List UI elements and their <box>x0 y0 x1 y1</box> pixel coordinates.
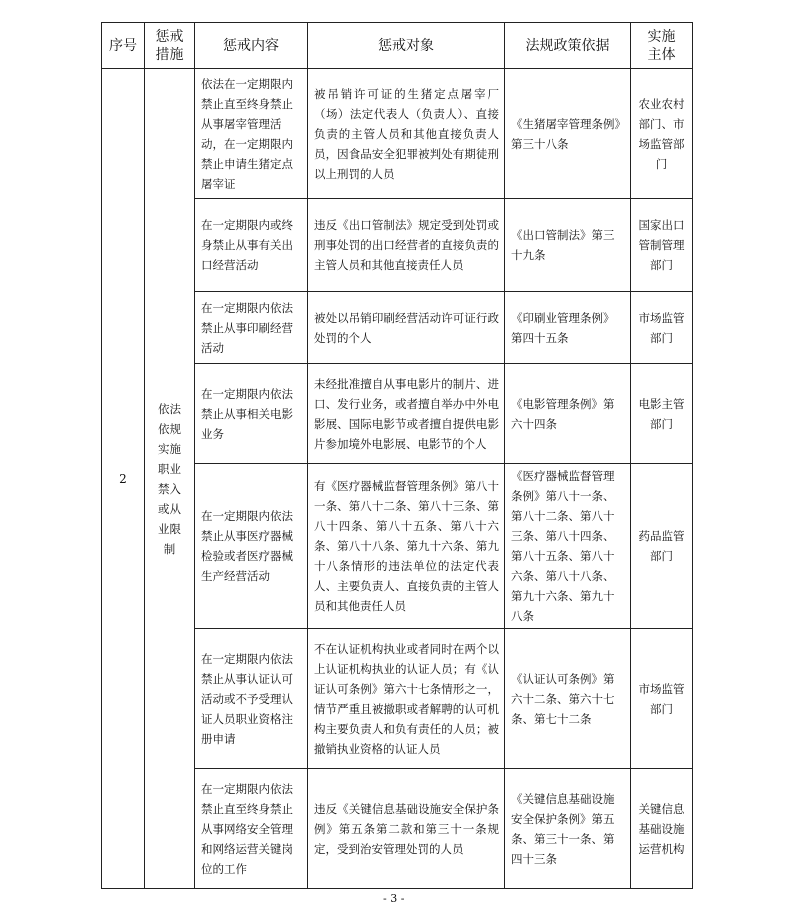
page-number: - 3 - <box>383 892 405 905</box>
row-body: 国家出口管制管理部门 <box>631 199 693 292</box>
group-number: 2 <box>102 69 145 889</box>
header-row <box>102 23 693 69</box>
row-target: 违反《关键信息基础设施安全保护条例》第五条第二款和第三十一条规定，受到治安管理处罚的人员 <box>308 769 505 889</box>
row-target: 被处以吊销印刷经营活动许可证行政处罚的个人 <box>308 292 505 364</box>
header-basis: 法规政策依据 <box>505 23 631 69</box>
row-basis: 《生猪屠宰管理条例》第三十八条 <box>505 69 631 199</box>
row-target: 被吊销许可证的生猪定点屠宰厂（场）法定代表人（负责人）、直接负责的主管人员和其他直接负责人员，因食品安全犯罪被判处有期徒刑以上刑罚的人员 <box>308 69 505 199</box>
row-target: 违反《出口管制法》规定受到处罚或刑事处罚的出口经营者的直接负责的主管人员和其他直接责任人员 <box>308 199 505 292</box>
header-no: 序号 <box>102 23 145 69</box>
row-content: 在一定期限内依法禁止从事印刷经营活动 <box>195 292 308 364</box>
row-basis: 《医疗器械监督管理条例》第八十一条、第八十二条、第八十三条、第八十四条、第八十五条、第八十六条、第八十八条、第九十六条、第九十八条 <box>505 464 631 629</box>
header-target: 惩戒对象 <box>308 23 505 69</box>
group-measure: 依法依规实施职业禁入或从业限制 <box>145 69 195 889</box>
row-target: 未经批准擅自从事电影片的制片、进口、发行业务，或者擅自举办中外电影展、国际电影节或者擅自提供电影片参加境外电影展、电影节的个人 <box>308 364 505 464</box>
header-measure: 惩戒措施 <box>145 23 195 69</box>
row-basis: 《出口管制法》第三十九条 <box>505 199 631 292</box>
row-target: 不在认证机构执业或者同时在两个以上认证机构执业的认证人员；有《认证认可条例》第六十七条情形之一，情节严重且被撤职或者解聘的认可机构主要负责人和负有责任的人员；被撤销执业资格的认证人员 <box>308 629 505 769</box>
row-body: 市场监管部门 <box>631 629 693 769</box>
row-target: 有《医疗器械监督管理条例》第八十一条、第八十二条、第八十三条、第八十四条、第八十五条、第八十六条、第八十八条、第九十六条、第九十八条情形的违法单位的法定代表人、主要负责人、直接负责的主管人员和其他责任人员 <box>308 464 505 629</box>
row-content: 在一定期限内依法禁止从事认证认可活动或不予受理认证人员职业资格注册申请 <box>195 629 308 769</box>
row-body: 药品监管部门 <box>631 464 693 629</box>
row-content: 在一定期限内依法禁止从事医疗器械检验或者医疗器械生产经营活动 <box>195 464 308 629</box>
row-body: 市场监管部门 <box>631 292 693 364</box>
row-content: 在一定期限内依法禁止从事相关电影业务 <box>195 364 308 464</box>
row-body: 关键信息基础设施运营机构 <box>631 769 693 889</box>
table-row <box>102 69 693 199</box>
row-body: 电影主管部门 <box>631 364 693 464</box>
header-body: 实施主体 <box>631 23 693 69</box>
row-body: 农业农村部门、市场监管部门 <box>631 69 693 199</box>
row-content: 在一定期限内或终身禁止从事有关出口经营活动 <box>195 199 308 292</box>
row-content: 依法在一定期限内禁止直至终身禁止从事屠宰管理活动，在一定期限内禁止申请生猪定点屠宰证 <box>195 69 308 199</box>
row-basis: 《认证认可条例》第六十二条、第六十七条、第七十二条 <box>505 629 631 769</box>
row-basis: 《电影管理条例》第六十四条 <box>505 364 631 464</box>
row-basis: 《印刷业管理条例》第四十五条 <box>505 292 631 364</box>
row-content: 在一定期限内依法禁止直至终身禁止从事网络安全管理和网络运营关键岗位的工作 <box>195 769 308 889</box>
row-basis: 《关键信息基础设施安全保护条例》第五条、第三十一条、第四十三条 <box>505 769 631 889</box>
punishment-table <box>101 22 693 889</box>
header-content: 惩戒内容 <box>195 23 308 69</box>
